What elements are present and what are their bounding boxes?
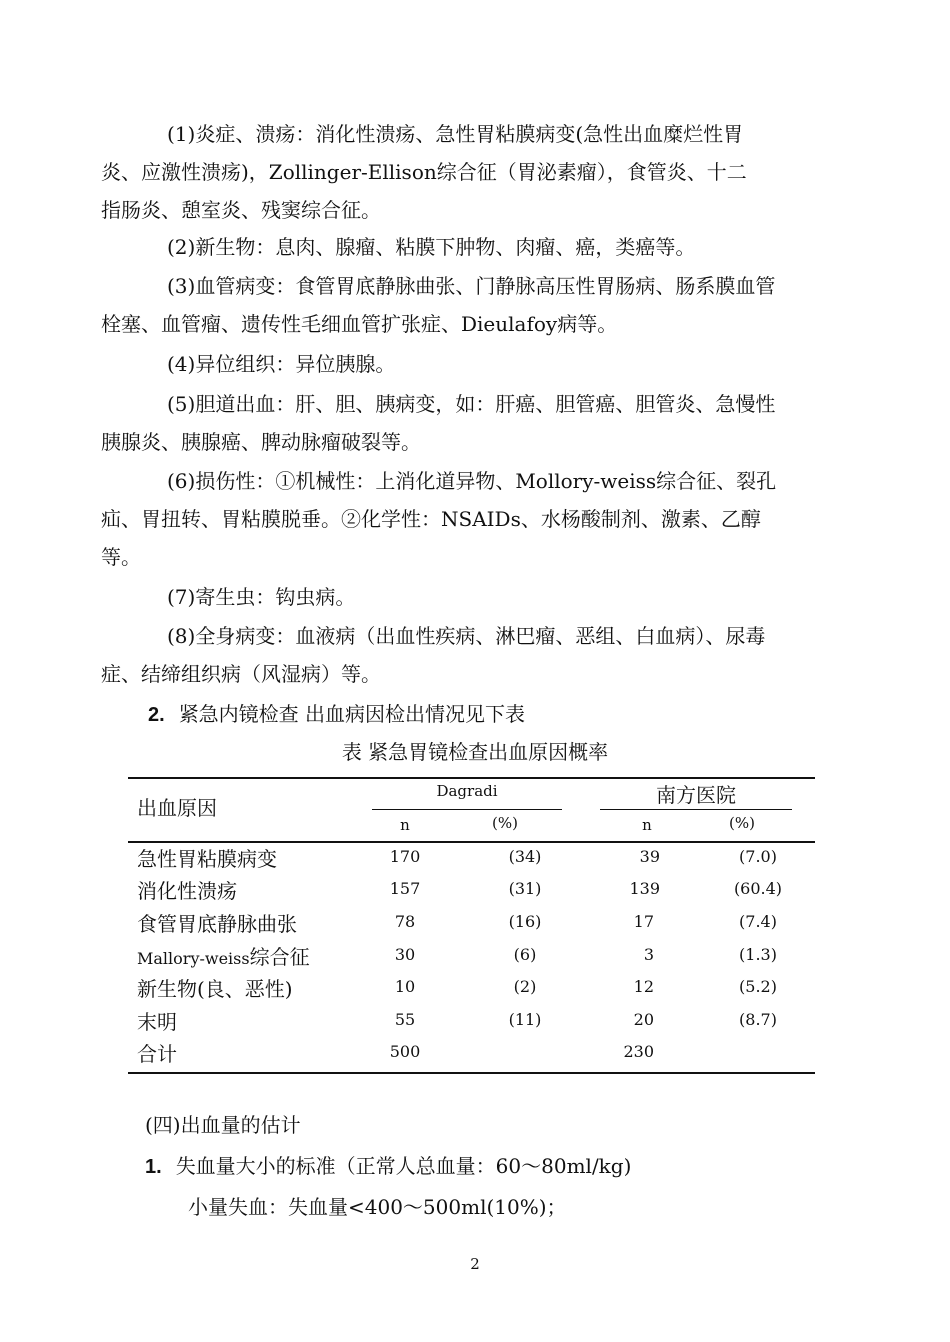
group-header-nanfang: 南方医院 [656, 783, 736, 807]
table-caption: 表 紧急胃镜检查出血原因概率 [341, 740, 609, 764]
row-label-cjk: 综合征 [249, 945, 310, 969]
cell-n2: 230 [623, 1042, 654, 1061]
subheader-n: n [400, 816, 410, 834]
text-line: (3)血管病变：食管胃底静脉曲张、门静脉高压性胃肠病、肠系膜血管 [167, 274, 776, 298]
row-label: 合计 [137, 1042, 177, 1066]
text-line: 胰腺炎、胰腺癌、脾动脉瘤破裂等。 [101, 430, 421, 454]
row-label: 食管胃底静脉曲张 [137, 912, 297, 936]
text-line: (6)损伤性：①机械性：上消化道异物、Mollory-weiss综合征、裂孔 [167, 469, 777, 493]
cell-p2: (5.2) [739, 977, 777, 996]
text-line: 症、结缔组织病（风湿病）等。 [101, 662, 381, 686]
cell-n1: 500 [389, 1042, 421, 1061]
text-line: (1)炎症、溃疡：消化性溃疡、急性胃粘膜病变(急性出血糜烂性胃 [167, 122, 744, 146]
cell-p2: (1.3) [739, 945, 777, 964]
cell-n1: 157 [389, 879, 421, 898]
cell-p1: (6) [513, 945, 537, 964]
subheader-percent: (%) [729, 814, 755, 832]
cell-p1: (16) [508, 912, 542, 931]
text-line: 炎、应激性溃疡)，Zollinger-Ellison综合征（胃泌素瘤），食管炎、十二 [101, 160, 747, 184]
text-line: 等。 [101, 545, 141, 569]
paragraph-vascular [101, 267, 831, 343]
text-line: 指肠炎、憩室炎、残窦综合征。 [101, 198, 381, 222]
row-label: 急性胃粘膜病变 [137, 847, 277, 871]
paragraph-parasite [101, 578, 831, 616]
group-header-dagradi: Dagradi [436, 782, 498, 800]
column-header-cause: 出血原因 [137, 796, 217, 820]
cell-p1: (31) [508, 879, 542, 898]
paragraph-systemic [101, 617, 831, 693]
group-rule-dagradi [372, 809, 562, 810]
cell-n1: 10 [394, 977, 416, 996]
cell-p2: (8.7) [739, 1010, 777, 1029]
text-line: (7)寄生虫：钩虫病。 [167, 585, 356, 609]
paragraph-inflammation [101, 115, 831, 229]
section-number: 2. [148, 704, 165, 726]
cell-p2: (60.4) [733, 879, 783, 898]
text-line: 小量失血：失血量<400～500ml(10%)； [188, 1195, 567, 1219]
text-line: (2)新生物：息肉、腺瘤、粘膜下肿物、肉瘤、癌，类癌等。 [167, 235, 696, 259]
cell-p1: (34) [508, 847, 542, 866]
text-line: (4)异位组织：异位胰腺。 [167, 352, 396, 376]
row-label: 消化性溃疡 [137, 879, 237, 903]
paragraph-neoplasm [101, 228, 831, 266]
cell-n1: 170 [389, 847, 421, 866]
section-heading [148, 700, 525, 729]
text-line: (8)全身病变：血液病（出血性疾病、淋巴瘤、恶组、白血病）、尿毒 [167, 624, 766, 648]
cell-n2: 20 [633, 1010, 654, 1029]
group-rule-nanfang [600, 809, 792, 810]
section-text: 紧急内镜检查 出血病因检出情况见下表 [178, 702, 526, 726]
paragraph-injury [101, 462, 831, 576]
subheader-n: n [642, 816, 652, 834]
section-heading: (四)出血量的估计 [145, 1113, 301, 1137]
cell-n2: 39 [639, 847, 660, 866]
cell-n2: 3 [643, 945, 654, 964]
table-bottom-rule [128, 1072, 815, 1074]
row-label: 新生物(良、恶性) [137, 977, 293, 1001]
cell-n2: 12 [633, 977, 654, 996]
cell-p2: (7.0) [739, 847, 777, 866]
item-text: 失血量大小的标准（正常人总血量：60～80ml/kg) [175, 1154, 632, 1178]
cell-n1: 78 [394, 912, 416, 931]
cell-n2: 139 [629, 879, 660, 898]
row-label: 末明 [137, 1010, 177, 1034]
cell-n2: 17 [633, 912, 654, 931]
text-line: (5)胆道出血：肝、胆、胰病变，如：肝癌、胆管癌、胆管炎、急慢性 [167, 392, 776, 416]
item-number: 1. [145, 1156, 162, 1178]
cell-p1: (2) [513, 977, 537, 996]
cell-n1: 30 [394, 945, 416, 964]
paragraph-ectopic [101, 345, 831, 383]
row-label-latin: Mallory-weiss [137, 949, 250, 968]
cell-n1: 55 [394, 1010, 416, 1029]
paragraph-biliary [101, 385, 831, 461]
text-line: 栓塞、血管瘤、遗传性毛细血管扩张症、Dieulafoy病等。 [101, 312, 618, 336]
text-line: 疝、胃扭转、胃粘膜脱垂。②化学性：NSAIDs、水杨酸制剂、激素、乙醇 [101, 507, 761, 531]
row-label [137, 941, 310, 970]
page-number: 2 [470, 1255, 480, 1273]
cell-p2: (7.4) [739, 912, 777, 931]
subheader-percent: (%) [492, 814, 518, 832]
list-item [145, 1152, 631, 1181]
cell-p1: (11) [508, 1010, 542, 1029]
